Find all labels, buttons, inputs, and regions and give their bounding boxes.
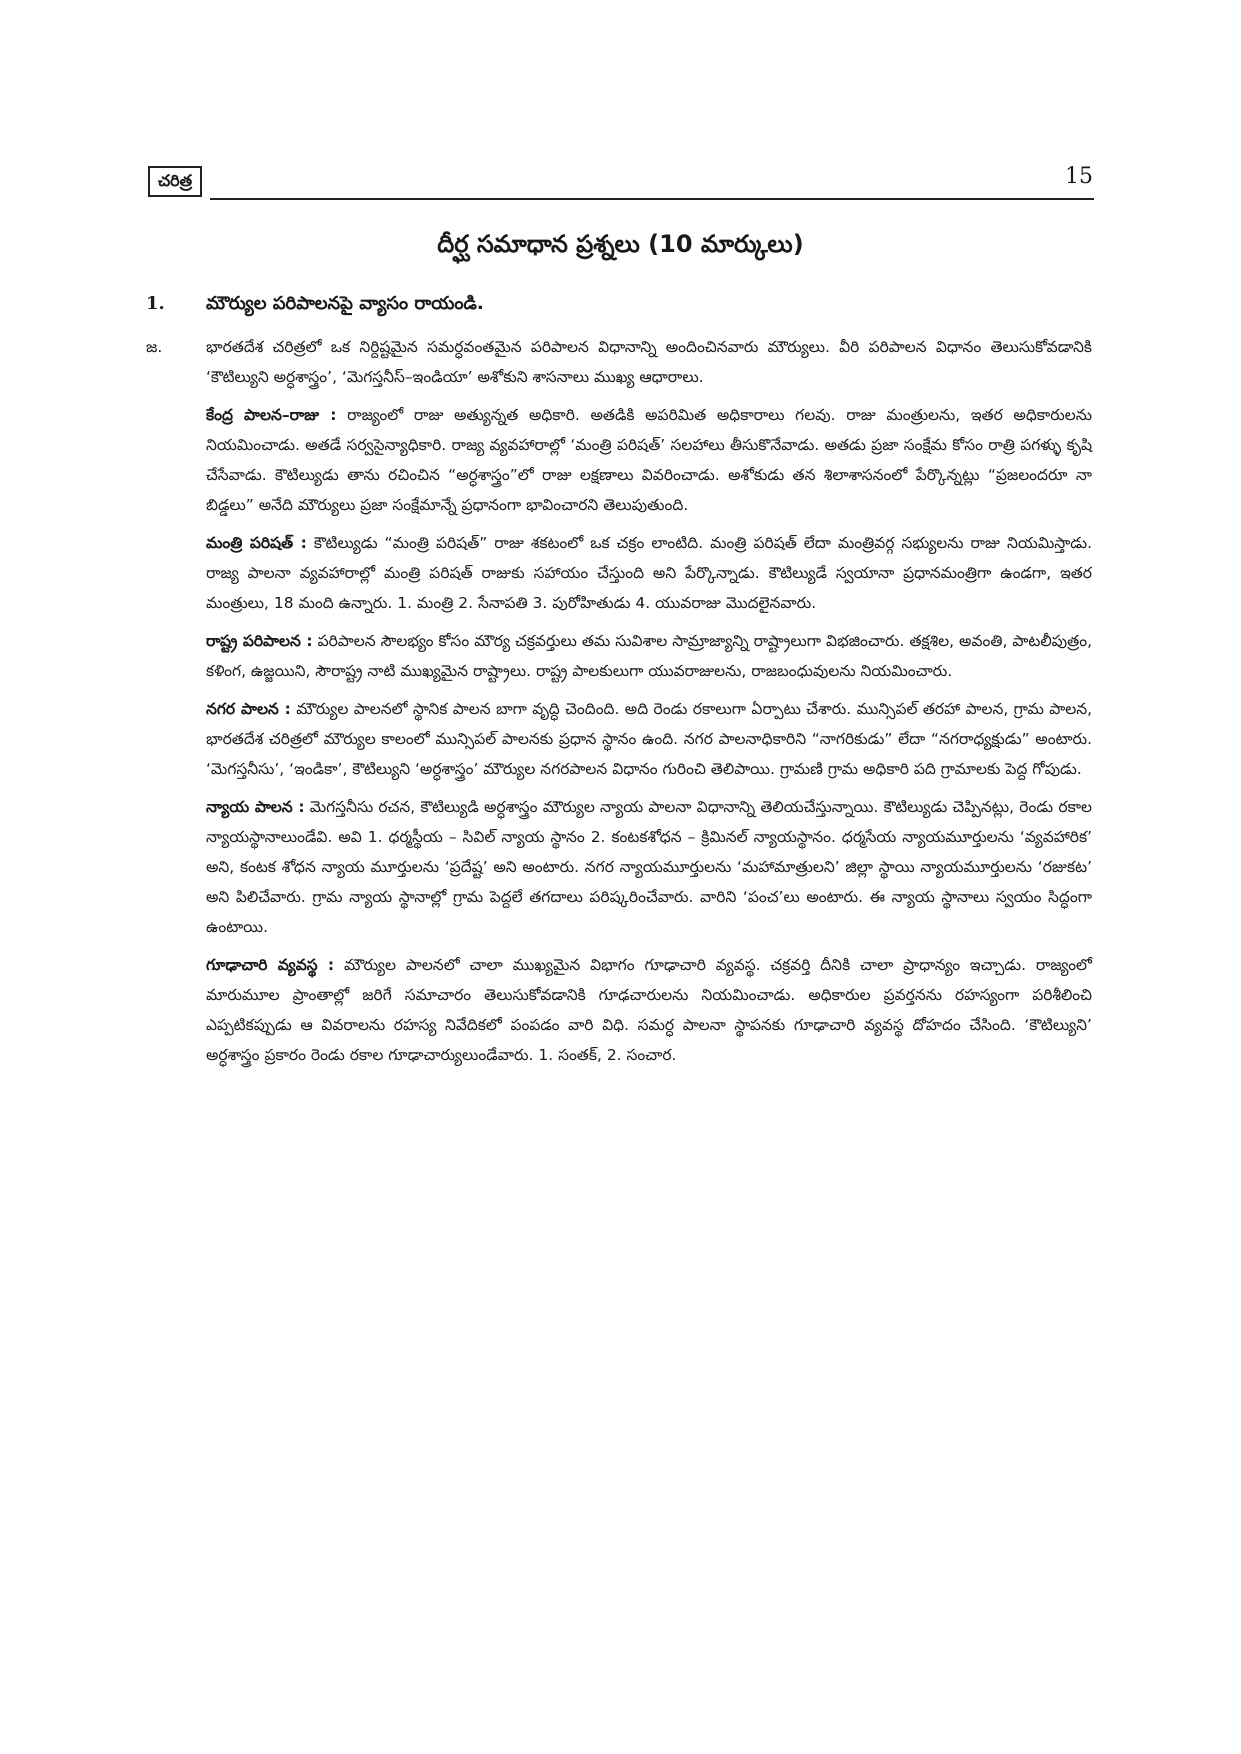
paragraph-heading: గూఢాచారి వ్యవస్థ : bbox=[206, 956, 335, 974]
answer-intro-text: భారతదేశ చరిత్రలో ఒక నిర్దిష్టమైన సమర్ధవంతమైన పరిపాలన విధానాన్ని అందించినవారు మౌర్యులు. వీరి పరిపాలన విధానం తెలుసుకోవడానికి ‘కౌటిల్యుని అర్ధశాస్త్రం’, ‘మెగస్తనీస్–ఇండియా’ అశోకుని శాసనాలు ముఖ్య ఆధారాలు. bbox=[206, 338, 1092, 386]
paragraph-text: కౌటిల్యుడు “మంత్రి పరిషత్” రాజు శకటంలో ఒక చక్రం లాంటిది. మంత్రి పరిషత్ లేదా మంత్రివర్గ సభ్యులను రాజు నియమిస్తాడు. రాజ్య పాలనా వ్యవహారాల్లో మంత్రి పరిషత్ రాజుకు సహాయం చేస్తుంది అని పేర్కొన్నాడు. కౌటిల్యుడే స్వయానా ప్రధానమంత్రిగా ఉండగా, ఇతర మంత్రులు, 18 మంది ఉన్నారు. 1. మంత్రి 2. సేనాపతి 3. పురోహితుడు 4. యువరాజు మొదలైనవారు. bbox=[206, 534, 1093, 612]
paragraph-text: మౌర్యుల పాలనలో స్థానిక పాలన బాగా వృద్ధి చెందింది. అది రెండు రకాలుగా ఏర్పాటు చేశారు. మున్సిపల్ తరహా పాలన, గ్రామ పాలన, భారతదేశ చరిత్రలో మౌర్యుల కాలంలో మున్సిపల్ పాలనకు ప్రధాన స్థానం ఉంది. నగర పాలనాధికారిని “నాగరికుడు” లేదా “నగరాధ్యక్షుడు” అంటారు. ‘మెగస్తనీసు’, ‘ఇండికా’, కౌటిల్యుని ‘అర్ధశాస్త్రం’ మౌర్యుల నగరపాలన విధానం గురించి తెలిపాయి. గ్రామణి గ్రామ అధికారి పది గ్రామాలకు పెద్ద గోపుడు. bbox=[206, 700, 1093, 778]
paragraph-text: మౌర్యుల పాలనలో చాలా ముఖ్యమైన విభాగం గూఢాచారి వ్యవస్థ. చక్రవర్తి దీనికి చాలా ప్రాధాన్యం ఇచ్చాడు. రాజ్యంలో మారుమూల ప్రాంతాల్లో జరిగే సమాచారం తెలుసుకోవడానికి గూఢచారులను నియమించాడు. అధికారుల ప్రవర్తనను రహస్యంగా పరిశీలించి ఎప్పటికప్పుడు ఆ వివరాలను రహస్య నివేదికలో పంపడం వారి విధి. సమర్ధ పాలనా స్థాపనకు గూఢాచారి వ్యవస్థ దోహదం చేసింది. ‘కౌటిల్యుని’ అర్ధశాస్త్రం ప్రకారం రెండు రకాల గూఢాచార్యులుండేవారు. 1. సంతక్, 2. సంచార. bbox=[206, 956, 1092, 1064]
paragraph-text: మెగస్తనీసు రచన, కౌటిల్యుడి అర్ధశాస్త్రం మౌర్యుల న్యాయ పాలనా విధానాన్ని తెలియచేస్తున్నాయి. కౌటిల్యుడు చెప్పినట్లు, రెండు రకాల న్యాయస్థానాలుండేవి. అవి 1. ధర్మస్థీయ – సివిల్ న్యాయ స్థానం 2. కంటకశోధన – క్రిమినల్ న్యాయస్థానం. ధర్మసేయ న్యాయమూర్తులను ‘వ్యవహారిక’ అని, కంటక శోధన న్యాయ మూర్తులను ‘ప్రదేష్ట’ అని అంటారు. నగర న్యాయమూర్తులను ‘మహామాత్రులని’ జిల్లా స్థాయి న్యాయమూర్తులను ‘రజుకట’ అని పిలిచేవారు. గ్రామ న్యాయ స్థానాల్లో గ్రామ పెద్దలే తగదాలు పరిష్కరించేవారు. వారిని ‘పంచ’లు అంటారు. ఈ న్యాయ స్థానాలు స్వయం సిద్ధంగా ఉంటాయి. bbox=[206, 798, 1092, 936]
paragraph-heading: నగర పాలన : bbox=[206, 700, 291, 718]
page-number: 15 bbox=[1065, 164, 1093, 189]
answer-label: జ. bbox=[146, 338, 163, 356]
paragraph-heading: రాష్ట్ర పరిపాలన : bbox=[206, 632, 313, 650]
question bbox=[146, 290, 1096, 318]
subject-label: చరిత్ర bbox=[148, 166, 202, 197]
answer-intro bbox=[146, 332, 1092, 392]
answer-body bbox=[146, 332, 1092, 1070]
paragraph-heading: మంత్రి పరిషత్ : bbox=[206, 534, 307, 552]
question-number: 1. bbox=[146, 293, 165, 314]
paragraph-judicial-administration bbox=[206, 792, 1092, 942]
paragraph-text: పరిపాలన సౌలభ్యం కోసం మౌర్య చక్రవర్తులు తమ సువిశాల సామ్రాజ్యాన్ని రాష్ట్రాలుగా విభజించారు. తక్షశిల, అవంతి, పాటలీపుత్రం, కళింగ, ఉజ్జయిని, సౌరాష్ట్ర నాటి ముఖ్యమైన రాష్ట్రాలు. రాష్ట్ర పాలకులుగా యువరాజులను, రాజబంధువులను నియమించారు. bbox=[206, 632, 1092, 680]
section-title: దీర్ఘ సమాధాన ప్రశ్నలు (10 మార్కులు) bbox=[437, 230, 804, 258]
paragraph-heading: న్యాయ పాలన : bbox=[206, 798, 305, 816]
question-text: మౌర్యుల పరిపాలనపై వ్యాసం రాయండి. bbox=[206, 293, 484, 314]
paragraph-council-of-ministers bbox=[206, 528, 1092, 618]
paragraph-city-administration bbox=[206, 694, 1092, 784]
paragraph-espionage-system bbox=[206, 950, 1092, 1070]
paragraph-text: రాజ్యంలో రాజు అత్యున్నత అధికారి. అతడికి అపరిమిత అధికారాలు గలవు. రాజు మంత్రులను, ఇతర అధికారులను నియమించాడు. అతడే సర్వసైన్యాధికారి. రాజ్య వ్యవహారాల్లో ‘మంత్రి పరిషత్’ సలహాలు తీసుకొనేవాడు. అతడు ప్రజా సంక్షేమ కోసం రాత్రి పగళ్ళు కృషి చేసేవాడు. కౌటిల్యుడు తాను రచించిన “అర్ధశాస్త్రం”లో రాజు లక్షణాలు వివరించాడు. అశోకుడు తన శిలాశాసనంలో పేర్కొన్నట్లు “ప్రజలందరూ నా బిడ్డలు” అనేది మౌర్యులు ప్రజా సంక్షేమాన్నే ప్రధానంగా భావించారని తెలుపుతుంది. bbox=[206, 406, 1092, 514]
header-divider bbox=[210, 198, 1094, 200]
paragraph-central-administration bbox=[206, 400, 1092, 520]
paragraph-provincial-administration bbox=[206, 626, 1092, 686]
paragraph-heading: కేంద్ర పాలన–రాజు : bbox=[206, 406, 337, 424]
